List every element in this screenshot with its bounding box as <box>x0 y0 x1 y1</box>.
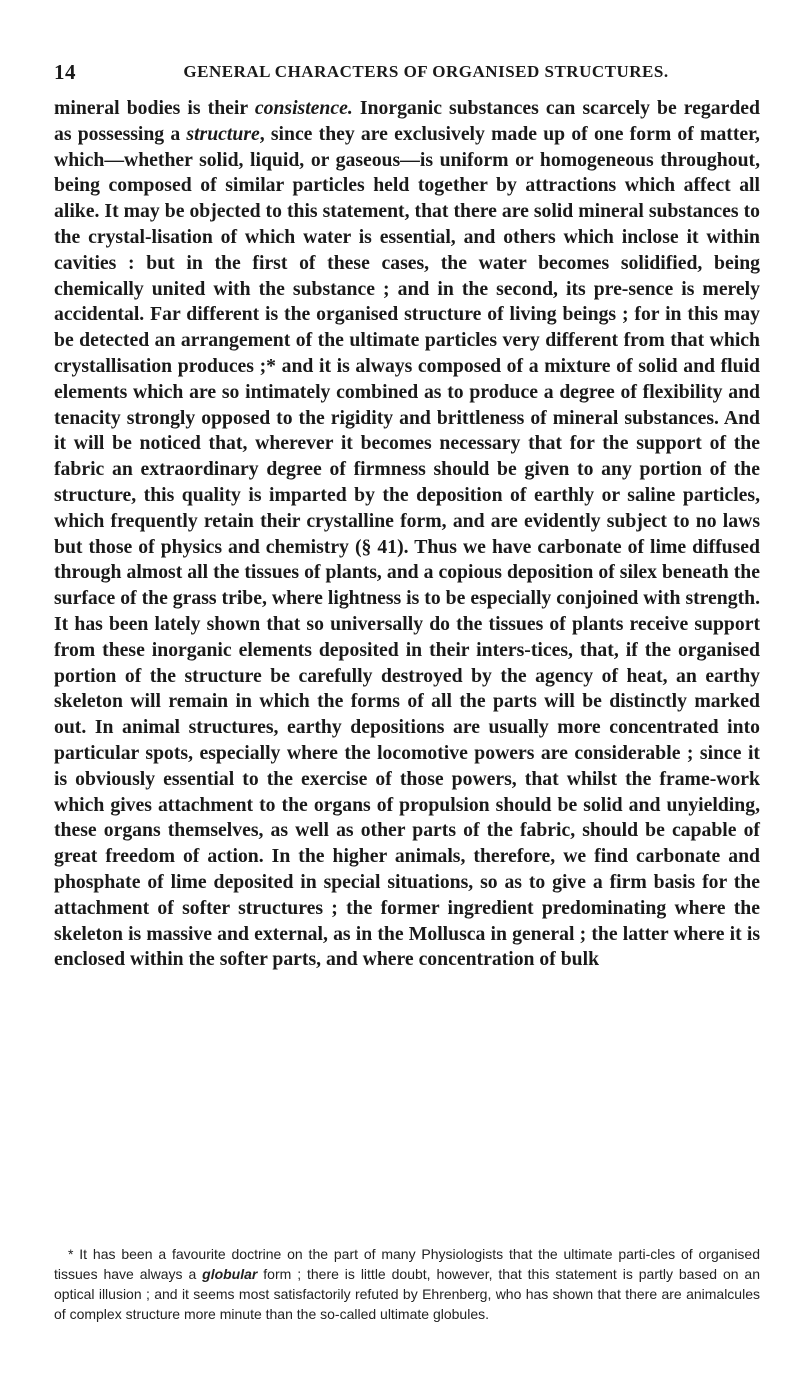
body-text-segment: , since they are exclusively made up of one form of matter, which—whether solid, liquid, or gaseous—is uniform or homogeneous throughout, being composed of similar particles held together by attractions which affect all alike. It may be objected to this statement, that there are solid mineral substances to the crystal-lisation of which water is essential, and others which inclose it within cavities : but in the first of these cases, the water becomes solidified, being chemically united with the substance ; and in the second, its pre-sence is merely accidental. Far different is the organised structure of living beings ; for in this may be detected an arrangement of the ultimate particles very different from that which crystallisation produces ;* and it is always composed of a mixture of solid and fluid elements which are so intimately combined as to produce a degree of flexibility and tenacity strongly opposed to the rigidity and brittleness of mineral substances. And it will be noticed that, wherever it becomes necessary that for the support of the fabric an extraordinary degree of firmness should be given to any portion of the structure, this quality is imparted by the deposition of earthly or saline particles, which frequently retain their crystalline form, and are evidently subject to no laws but those of physics and chemistry (§ 41). Thus we have carbonate of lime diffused through almost all the tissues of plants, and a copious deposition of silex beneath the surface of the grass tribe, where lightness is to be especially conjoined with strength. It has been lately shown that so universally do the tissues of plants receive support from these inorganic elements deposited in their inters-tices, that, if the organised portion of the structure be carefully destroyed by the agency of heat, an earthy skeleton will remain in which the forms of all the parts will be distinctly marked out. In animal structures, earthy depositions are usually more concentrated into particular spots, especially where the locomotive powers are considerable ; since it is obviously essential to the exercise of those powers, that whilst the frame-work which gives attachment to the organs of propulsion should be solid and unyielding, these organs themselves, as well as other parts of the fabric, should be capable of great freedom of action. In the higher animals, therefore, we find carbonate and phosphate of lime deposited in special situations, so as to give a firm basis for the attachment of softer structures ; the former ingredient predominating where the skeleton is massive and external, as in the Mollusca in general ; the latter where it is enclosed within the softer parts, and where concentration of bulk <box>54 122 760 971</box>
body-paragraph <box>54 96 760 973</box>
body-italic-term: consistence. <box>254 97 353 119</box>
footnote <box>54 1244 760 1324</box>
body-text-segment: mineral bodies is their <box>54 97 255 119</box>
footnote-italic-term: globular <box>202 1266 258 1282</box>
footnote-text-segment: * It has been a favourite doctrine on the part of many Physiologists that the ultimate parti-cles of organised tissues have always a <box>54 1246 760 1282</box>
page-number: 14 <box>54 60 76 84</box>
page-header <box>54 60 760 90</box>
body-italic-term: structure <box>186 122 260 145</box>
footnote-text-segment: form ; there is little doubt, however, that this statement is partly based on an optical illusion ; and it seems most satisfactorily refuted by Ehrenberg, who has shown that there are animalcules of complex structure more minute than the so-called ultimate globules. <box>54 1266 760 1322</box>
body-text-segment: Inorganic substances can scarcely be regarded as possessing a <box>54 97 760 145</box>
running-title: GENERAL CHARACTERS OF ORGANISED STRUCTURES. <box>183 62 669 81</box>
